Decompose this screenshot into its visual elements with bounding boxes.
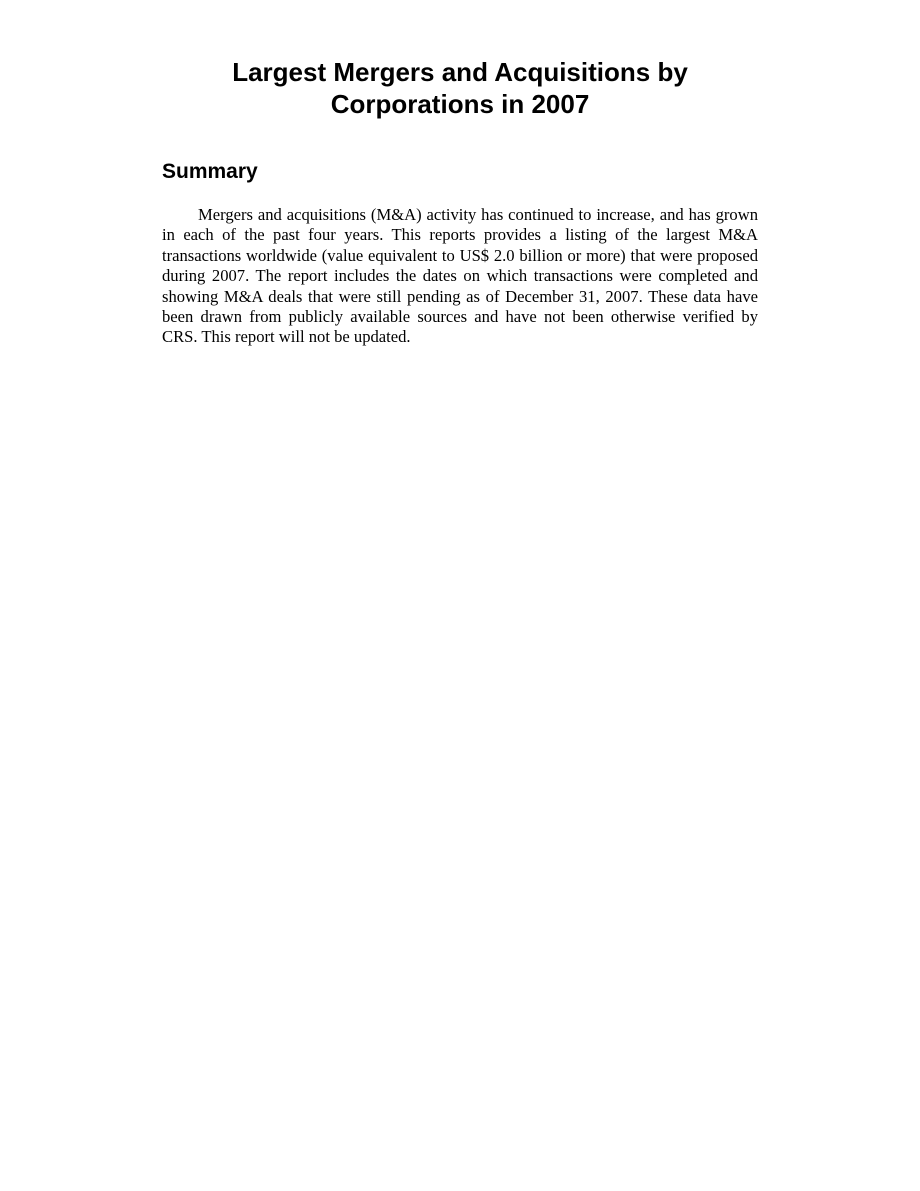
- summary-heading: Summary: [162, 160, 258, 183]
- page-title: [150, 56, 770, 120]
- title-line-1: Largest Mergers and Acquisitions by: [232, 57, 688, 87]
- title-line-2: Corporations in 2007: [330, 89, 590, 119]
- summary-paragraph: Mergers and acquisitions (M&A) activity has continued to increase, and has grown in each of the past four years. This reports provides a listing of the largest M&A transactions worldwide (value equivalent to US$ 2.0 billion or more) that were proposed during 2007. The report includes the dates on which transactions were completed and showing M&A deals that were still pending as of December 31, 2007. These data have been drawn from publicly available sources and have not been otherwise verified by CRS. This report will not be updated.: [162, 205, 758, 347]
